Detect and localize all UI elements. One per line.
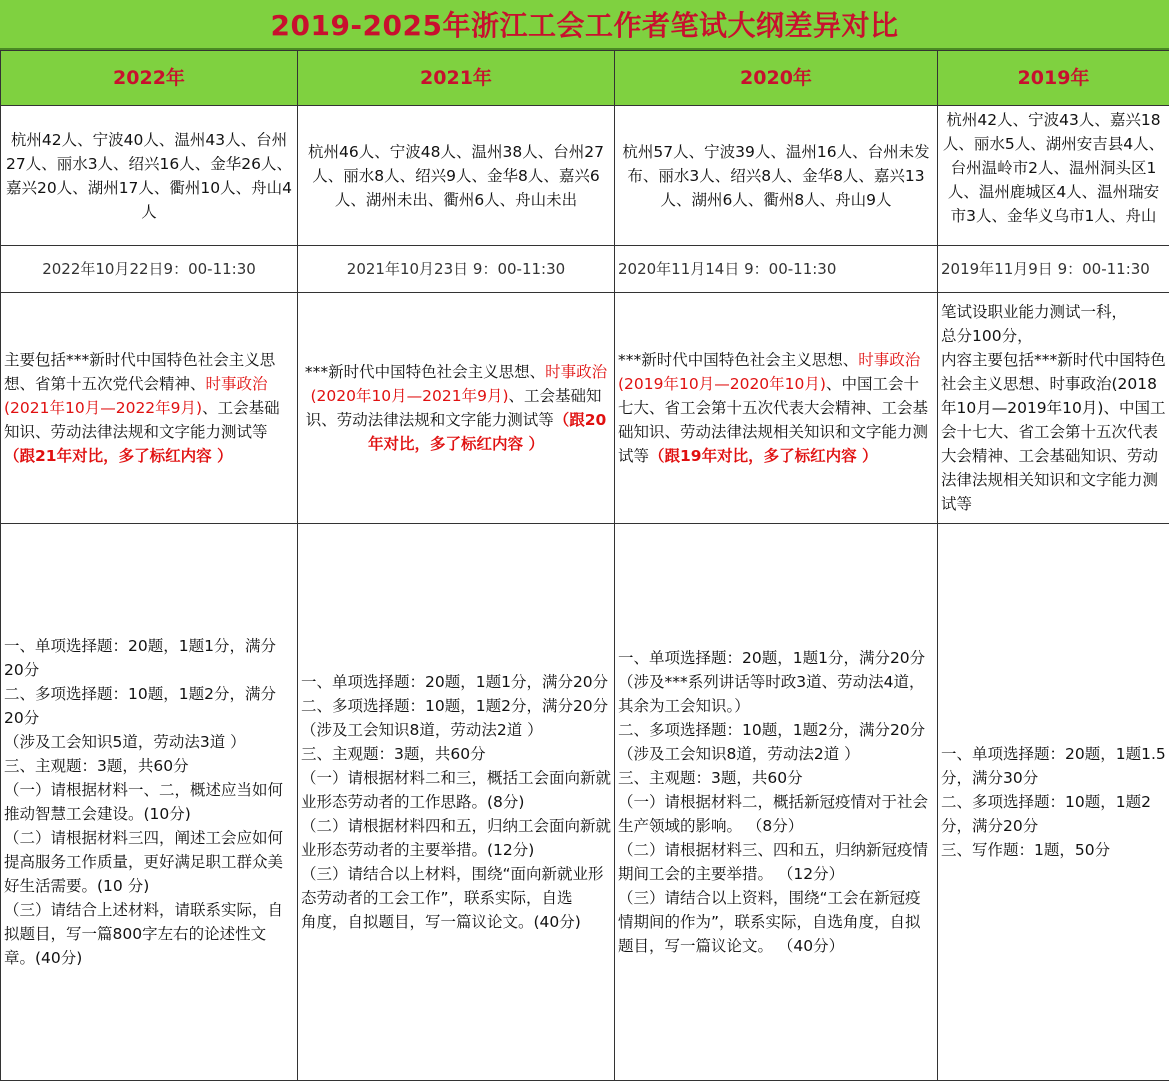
header-2022: 2022年 [1,51,298,106]
structure-2022 [1,524,298,1081]
structure-item: 三、主观题：3题，共60分 [4,754,294,778]
structure-item: 一、单项选择题：20题，1题1分，满分20分 [4,634,294,682]
recruit-2022: 杭州42人、宁波40人、温州43人、台州27人、丽水3人、绍兴16人、金华26人、嘉兴20人、湖州17人、衢州10人、舟山4人 [1,106,298,246]
structure-item: （二）请根据材料三四，阐述工会应如何提高服务工作质量，更好满足职工群众美好生活需要。(10 分) [4,826,294,898]
structure-item: （涉及工会知识8道，劳动法2道 ） [301,718,611,742]
header-2021: 2021年 [298,51,615,106]
date-2022: 2022年10月22日9：00-11:30 [1,246,298,293]
recruit-row [1,106,1169,246]
content-2021-note: （跟20年对比，多了标红内容 ） [368,411,606,453]
recruit-2019: 杭州42人、宁波43人、嘉兴18人、丽水5人、湖州安吉县4人、台州温岭市2人、温州洞头区1人、温州鹿城区4人、温州瑞安市3人、金华义乌市1人、舟山 [938,106,1169,246]
date-2021: 2021年10月23日 9：00-11:30 [298,246,615,293]
content-2021-text: ***新时代中国特色社会主义思想、 [305,363,545,381]
structure-item: （涉及工会知识5道，劳动法3道 ） [4,730,294,754]
content-2022 [1,293,298,524]
structure-item: 二、多项选择题：10题，1题2分，满分20分 [618,718,934,742]
structure-item: 角度，自拟题目，写一篇议论文。(40分) [301,910,611,934]
recruit-2021: 杭州46人、宁波48人、温州38人、台州27人、丽水8人、绍兴9人、金华8人、嘉兴6人、湖州未出、衢州6人、舟山未出 [298,106,615,246]
content-2022-text: 主要包括***新时代中国特色社会主义思想、省第十五次党代会精神、 [4,351,275,393]
structure-item: 一、单项选择题：20题，1题1分，满分20分 [618,646,934,670]
content-2022-text-b: 、工会基础知识、劳动法律法规和文字能力测试等 [4,399,280,441]
header-row [1,51,1169,106]
content-2021 [298,293,615,524]
structure-item: （一）请根据材料一、二，概述应当如何推动智慧工会建设。(10分) [4,778,294,826]
content-2022-note: （跟21年对比，多了标红内容 ） [4,447,232,465]
content-2021-highlight: 时事政治(2020年10月—2021年9月) [310,363,607,405]
structure-2021 [298,524,615,1081]
content-2019-line2: 总分100分， [941,324,1166,348]
structure-item: 二、多项选择题：10题，1题2分，满分20分 [301,694,611,718]
structure-item: 三、写作题：1题，50分 [941,838,1166,862]
content-2019 [938,293,1169,524]
content-2021-text-b: 、工会基础知识、劳动法律法规和文字能力测试等 [306,387,602,429]
content-row [1,293,1169,524]
structure-item: （一）请根据材料二和三，概括工会面向新就业形态劳动者的工作思路。(8分) [301,766,611,814]
content-2019-line1: 笔试设职业能力测试一科， [941,300,1166,324]
header-2019: 2019年 [938,51,1169,106]
structure-2020 [615,524,938,1081]
structure-item: （一）请根据材料二，概括新冠疫情对于社会生产领域的影响。 （8分） [618,790,934,838]
structure-item: （二）请根据材料四和五，归纳工会面向新就业形态劳动者的主要举措。(12分) [301,814,611,862]
comparison-table [0,50,1169,1081]
structure-item: （二）请根据材料三、四和五，归纳新冠疫情期间工会的主要举措。 （12分） [618,838,934,886]
structure-item: 一、单项选择题：20题，1题1分，满分20分 [301,670,611,694]
date-row [1,246,1169,293]
structure-item: 三、主观题：3题，共60分 [618,766,934,790]
recruit-2020: 杭州57人、宁波39人、温州16人、台州未发布、丽水3人、绍兴8人、金华8人、嘉兴13人、湖州6人、衢州8人、舟山9人 [615,106,938,246]
date-2020: 2020年11月14日 9：00-11:30 [615,246,938,293]
page-title: 2019-2025年浙江工会工作者笔试大纲差异对比 [0,0,1169,50]
structure-item: （三）请结合以上资料，围绕“工会在新冠疫情期间的作为”，联系实际，自选角度，自拟题目，写一篇议论文。 （40分） [618,886,934,958]
content-2020-highlight: 时事政治(2019年10月—2020年10月) [618,351,920,393]
structure-item: （涉及工会知识8道，劳动法2道 ） [618,742,934,766]
content-2020-note: （跟19年对比，多了标红内容 ） [649,447,877,465]
structure-item: 二、多项选择题：10题，1题2分，满分20分 [4,682,294,730]
structure-row [1,524,1169,1081]
structure-item: 二、多项选择题：10题，1题2分，满分20分 [941,790,1166,838]
date-2019: 2019年11月9日 9：00-11:30 [938,246,1169,293]
content-2020 [615,293,938,524]
structure-item: 一、单项选择题：20题，1题1.5分，满分30分 [941,742,1166,790]
structure-2019 [938,524,1169,1081]
content-2022-highlight: 时事政治(2021年10月—2022年9月) [4,375,268,417]
structure-item: 三、主观题：3题，共60分 [301,742,611,766]
content-2020-text: ***新时代中国特色社会主义思想、 [618,351,858,369]
content-2019-line3: 内容主要包括***新时代中国特色社会主义思想、时事政治(2018年10月—2019年10月)、中国工会十七大、省工会第十五次代表大会精神、工会基础知识、劳动法律法规相关知识和文字能力测试等 [941,348,1166,516]
header-2020: 2020年 [615,51,938,106]
content-2020-text-b: 、中国工会十七大、省工会第十五次代表大会精神、工会基础知识、劳动法律法规相关知识和文字能力测试等 [618,375,928,465]
structure-item: （三）请结合上述材料，请联系实际，自拟题目，写一篇800字左右的论述性文章。(40分) [4,898,294,970]
structure-item: （涉及***系列讲话等时政3道、劳动法4道，其余为工会知识。） [618,670,934,718]
structure-item: （三）请结合以上材料，围绕“面向新就业形态劳动者的工会工作”，联系实际，自选 [301,862,611,910]
